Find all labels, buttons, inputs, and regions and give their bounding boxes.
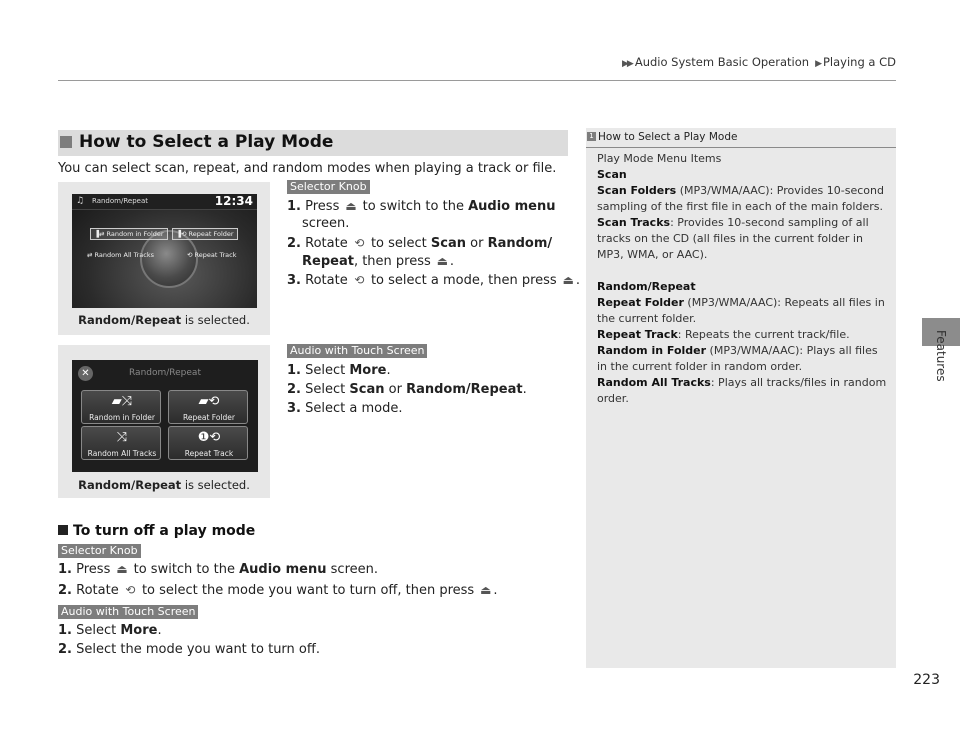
close-icon: ✕ (78, 366, 93, 381)
press-knob-icon: ⏏ (562, 273, 574, 287)
rotate-knob-icon: ⟲ (125, 583, 136, 597)
knob-step-2-cont: Repeat, then press ⏏ . (302, 254, 455, 269)
side-tab-features[interactable]: Features (934, 330, 948, 382)
rotate-knob-icon: ⟲ (354, 273, 365, 287)
note-scan-folders: Scan Folders (MP3/WMA/AAC): Provides 10-second sampling of the first file in each of the main folders. (597, 184, 884, 213)
side-note-header (586, 128, 896, 148)
side-note-title: How to Select a Play Mode (598, 131, 738, 143)
square-bullet-icon (58, 525, 68, 535)
breadcrumb (512, 55, 896, 69)
display-screen (72, 194, 257, 308)
press-knob-icon: ⏏ (436, 254, 449, 268)
breadcrumb-arrow-icon: ▶ (815, 59, 820, 69)
side-note-body (597, 151, 889, 407)
tag-audio-touch-screen: Audio with Touch Screen (58, 605, 198, 619)
note-random-repeat-heading: Random/Repeat (597, 280, 696, 293)
option-random-all-tracks: ⇄ Random All Tracks (87, 251, 155, 259)
knob-step-2: 2. Rotate ⟲ to select Scan or Random/ (287, 236, 553, 251)
note-random-in-folder: Random in Folder (MP3/WMA/AAC): Plays all files in the current folder in random order. (597, 344, 878, 373)
turnoff-touch-step-2: 2. Select the mode you want to turn off. (58, 642, 320, 657)
note-spacer (597, 263, 889, 279)
btn-random-all-tracks: ⤨ Random All Tracks (81, 426, 161, 460)
screen-clock: 12:34 (214, 194, 253, 208)
square-bullet-icon (60, 136, 72, 148)
touch-step-3: 3. Select a mode. (287, 401, 403, 416)
note-menu-items: Play Mode Menu Items (597, 152, 722, 165)
touch-display-screen (72, 360, 258, 472)
note-repeat-track: Repeat Track: Repeats the current track/file. (597, 328, 850, 341)
side-note-panel (586, 128, 896, 668)
btn-repeat-track: ❶⟲ Repeat Track (168, 426, 248, 460)
turnoff-touch-step-1: 1. Select More. (58, 623, 162, 638)
knob-step-1: 1. Press ⏏ to switch to the Audio menu (287, 199, 556, 214)
press-knob-icon: ⏏ (116, 562, 128, 576)
breadcrumb-arrow-icon: ▶▶ (622, 59, 632, 69)
figure-caption: Random/Repeat is selected. (78, 313, 250, 327)
section-intro: You can select scan, repeat, and random modes when playing a track or file. (58, 161, 557, 176)
header-divider (58, 80, 896, 81)
breadcrumb-item-audio-basic[interactable]: Audio System Basic Operation (634, 55, 810, 69)
section-heading-bar (58, 130, 568, 156)
screen-title: Random/Repeat (92, 197, 148, 205)
press-knob-icon: ⏏ (345, 199, 357, 213)
section-title: How to Select a Play Mode (79, 132, 334, 152)
option-random-in-folder: ▐⇄ Random in Folder (90, 228, 168, 240)
note-reference-icon: 1 (587, 132, 596, 141)
touch-step-1: 1. Select More. (287, 363, 391, 378)
knob-step-1-cont: screen. (302, 216, 350, 231)
option-repeat-folder: ▐⟲ Repeat Folder (172, 228, 238, 240)
music-note-icon: ♫ (76, 196, 85, 206)
shuffle-icon: ⤨ (116, 430, 128, 445)
tag-selector-knob: Selector Knob (287, 180, 370, 194)
breadcrumb-item-playing-cd[interactable]: Playing a CD (822, 55, 896, 69)
rotate-knob-icon: ⟲ (354, 236, 365, 250)
press-knob-icon: ⏏ (480, 583, 492, 597)
turnoff-knob-step-2: 2. Rotate ⟲ to select the mode you want to turn off, then press ⏏ . (58, 583, 498, 598)
screen-header (72, 194, 257, 210)
note-scan-tracks: Scan Tracks: Provides 10-second sampling of all tracks on the CD (all files in the current folder in MP3, WMA, or AAC). (597, 216, 869, 261)
tag-audio-touch-screen: Audio with Touch Screen (287, 344, 427, 358)
repeat-one-icon: ❶⟲ (197, 430, 221, 445)
btn-repeat-folder: ▰⟲ Repeat Folder (168, 390, 248, 424)
figure-caption: Random/Repeat is selected. (78, 478, 250, 492)
touch-step-2: 2. Select Scan or Random/Repeat. (287, 382, 527, 397)
knob-step-3: 3. Rotate ⟲ to select a mode, then press ⏏ . (287, 273, 580, 288)
shuffle-folder-icon: ▰⤨ (111, 394, 133, 409)
note-random-all-tracks: Random All Tracks: Plays all tracks/files in random order. (597, 376, 887, 405)
screen-title: Random/Repeat (129, 368, 201, 378)
note-scan-heading: Scan (597, 168, 627, 181)
note-repeat-folder: Repeat Folder (MP3/WMA/AAC): Repeats all files in the current folder. (597, 296, 885, 325)
repeat-folder-icon: ▰⟲ (198, 394, 220, 409)
figure-selector-knob-screen (58, 182, 270, 335)
page-number: 223 (913, 672, 940, 688)
btn-random-in-folder: ▰⤨ Random in Folder (81, 390, 161, 424)
subheading-turn-off: To turn off a play mode (58, 523, 255, 539)
option-repeat-track: ⟲ Repeat Track (187, 251, 237, 259)
tag-selector-knob: Selector Knob (58, 544, 141, 558)
turnoff-knob-step-1: 1. Press ⏏ to switch to the Audio menu screen. (58, 562, 378, 577)
figure-touch-screen (58, 345, 270, 498)
